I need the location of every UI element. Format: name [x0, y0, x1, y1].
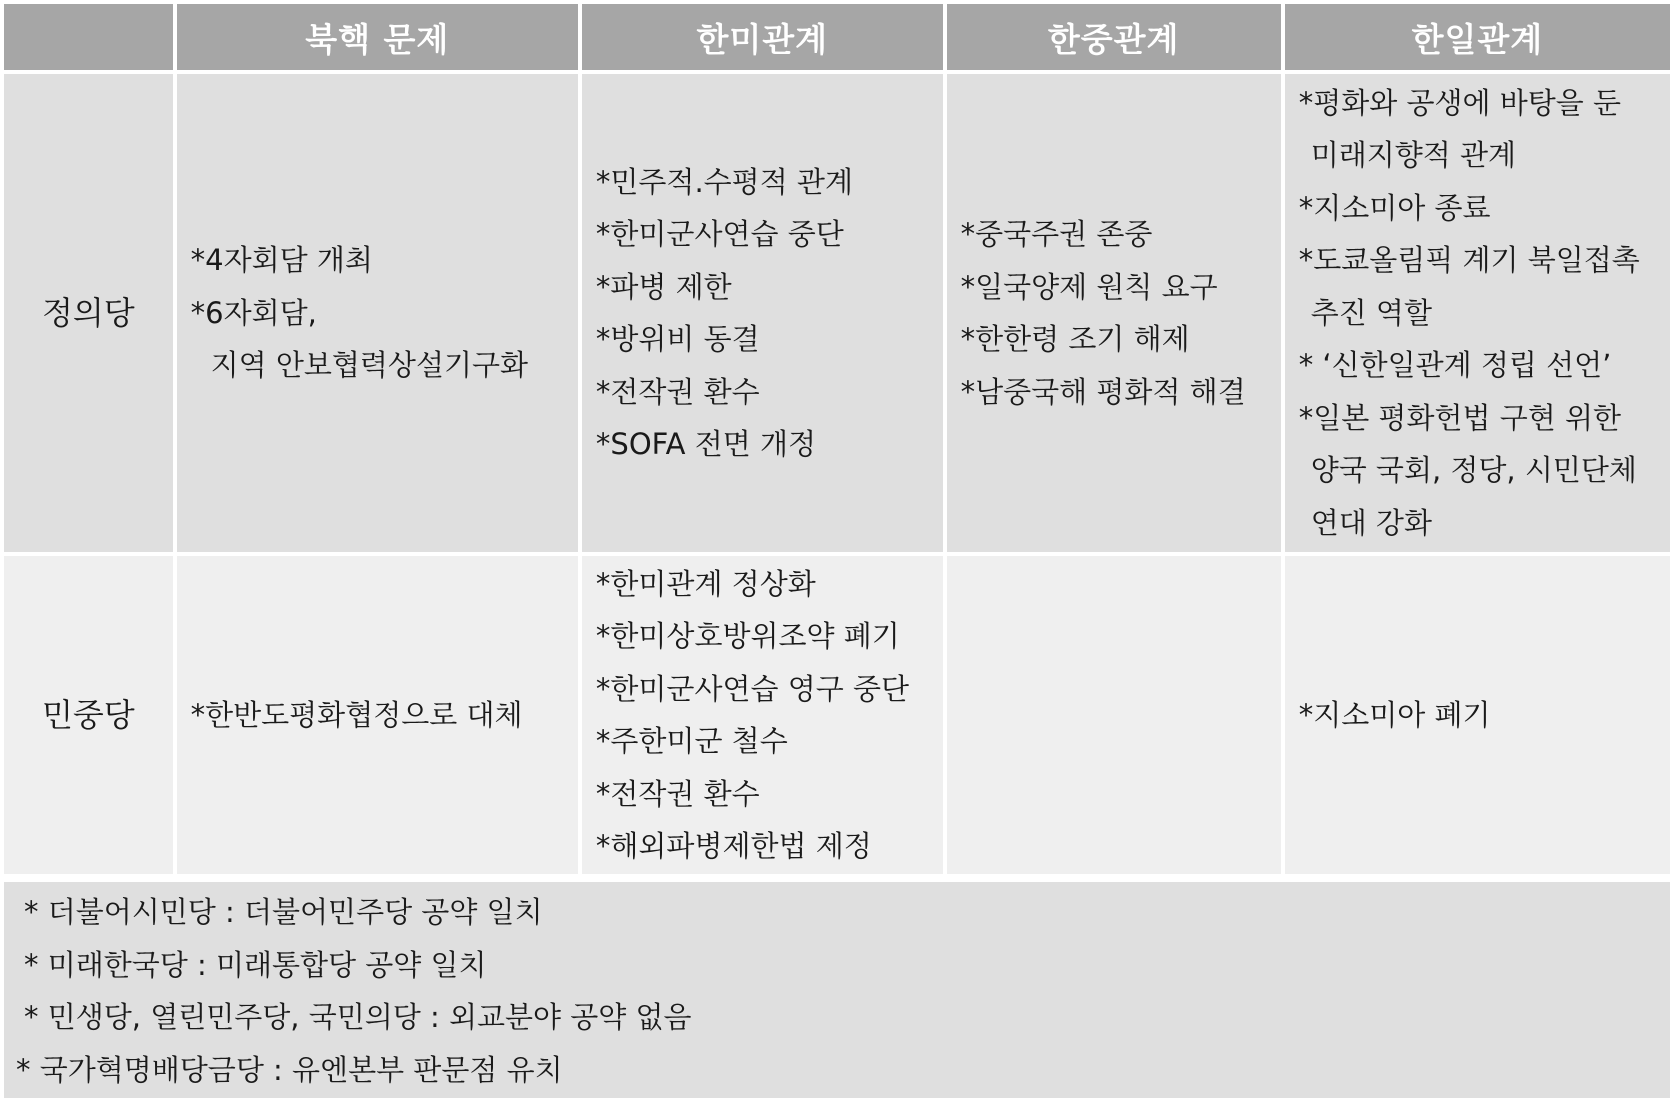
cell-line: *민주적.수평적 관계: [595, 164, 853, 199]
table-row-minjung-party: [4, 556, 1670, 874]
header-korea-japan-relations: 한일관계: [1285, 4, 1670, 70]
header-row: [4, 4, 1670, 70]
korea-japan-cell: [1285, 74, 1670, 552]
cell-line: 연대 강화: [1310, 505, 1432, 540]
cell-line: 지역 안보협력상설기구화: [210, 348, 528, 383]
footnote: * 국가혁명배당금당 : 유엔본부 판문점 유치: [16, 1052, 563, 1087]
cell-line: 양국 국회, 정당, 시민단체: [1310, 453, 1637, 488]
cell-line: *6자회담,: [190, 295, 317, 330]
korea-china-cell: [947, 556, 1281, 874]
cell-line: 추진 역할: [1310, 295, 1432, 330]
cell-line: *중국주권 존중: [960, 217, 1153, 251]
cell-line: *방위비 동결: [595, 322, 760, 356]
cell-line: *지소미아 폐기: [1298, 697, 1491, 732]
cell-line: 미래지향적 관계: [1310, 138, 1517, 173]
cell-line: *파병 제한: [595, 269, 732, 304]
party-name-cell: 민중당: [4, 556, 173, 874]
cell-line: *4자회담 개최: [190, 243, 373, 278]
cell-line: *주한미군 철수: [595, 724, 788, 758]
cell-line: *지소미아 종료: [1298, 190, 1491, 225]
cell-line: *해외파병제한법 제정: [595, 829, 872, 863]
cell-line: *도쿄올림픽 계기 북일접촉: [1298, 243, 1640, 278]
footnote: * 미래한국당 : 미래통합당 공약 일치: [24, 947, 487, 982]
cell-line: *한반도평화협정으로 대체: [190, 697, 523, 732]
korea-japan-cell: [1285, 556, 1670, 874]
korea-us-cell: [582, 556, 943, 874]
korea-china-cell: [947, 74, 1281, 552]
header-korea-china-relations: 한중관계: [947, 4, 1281, 70]
korea-us-cell: [582, 74, 943, 552]
nuclear-issue-cell: [177, 74, 578, 552]
cell-line: *남중국해 평화적 해결: [960, 374, 1246, 409]
cell-line: *일국양제 원칙 요구: [960, 269, 1218, 304]
cell-line: *평화와 공생에 바탕을 둔: [1298, 85, 1621, 120]
cell-line: *한미상호방위조약 폐기: [595, 619, 900, 653]
cell-line: *한미관계 정상화: [595, 566, 816, 601]
footnote: * 더불어시민당 : 더불어민주당 공약 일치: [24, 895, 543, 929]
cell-line: *전작권 환수: [595, 776, 760, 811]
nuclear-issue-cell: [177, 556, 578, 874]
header-corner: [4, 4, 173, 70]
cell-line: *한미군사연습 영구 중단: [595, 671, 909, 706]
header-nuclear-issue: 북핵 문제: [177, 4, 578, 70]
footnotes-box: [4, 882, 1670, 1098]
party-name-cell: 정의당: [4, 74, 173, 552]
cell-line: *한한령 조기 해제: [960, 322, 1190, 356]
header-korea-us-relations: 한미관계: [582, 4, 943, 70]
table-row-justice-party: [4, 74, 1670, 552]
cell-line: *전작권 환수: [595, 374, 760, 409]
footnote: * 민생당, 열린민주당, 국민의당 : 외교분야 공약 없음: [24, 1000, 692, 1034]
cell-line: *SOFA 전면 개정: [595, 427, 816, 461]
cell-line: *일본 평화헌법 구현 위한: [1298, 400, 1621, 435]
cell-line: *한미군사연습 중단: [595, 217, 844, 251]
cell-line: * ‘신한일관계 정립 선언’: [1298, 348, 1612, 383]
